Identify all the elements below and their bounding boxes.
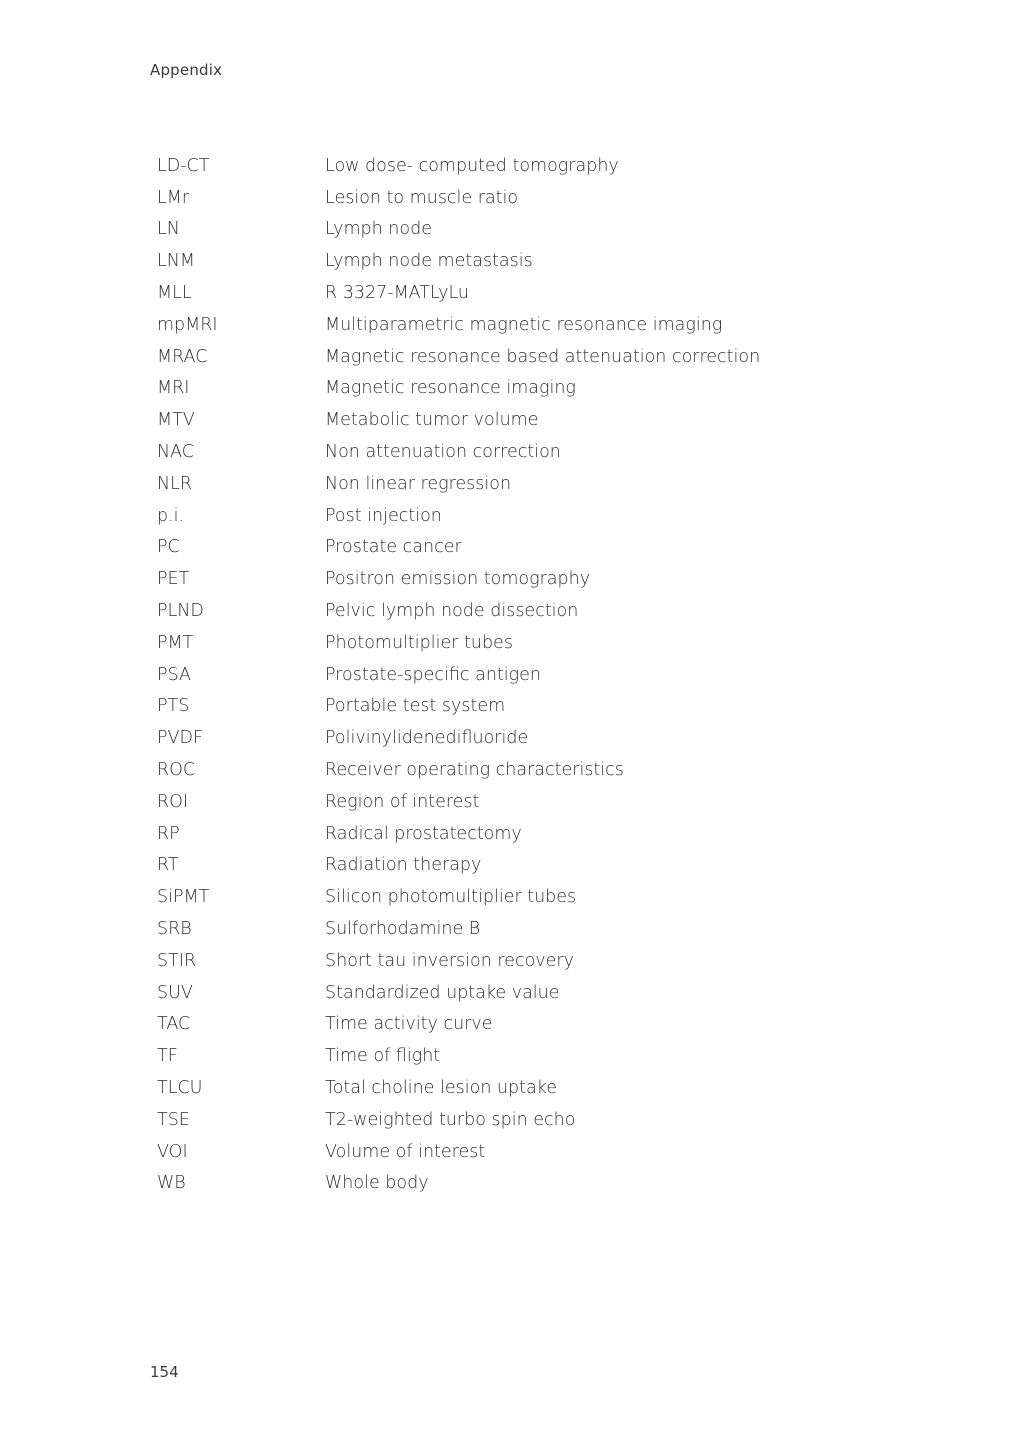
- abbreviation-term: PC: [157, 537, 180, 558]
- abbreviation-row: [157, 1009, 857, 1041]
- abbreviation-definition: Non linear regression: [325, 473, 512, 494]
- abbreviation-term: WB: [157, 1173, 186, 1194]
- abbreviation-row: [157, 595, 857, 627]
- abbreviation-row: [157, 786, 857, 818]
- abbreviation-definition: Receiver operating characteristics: [325, 760, 624, 781]
- abbreviation-row: [157, 945, 857, 977]
- abbreviation-row: [157, 150, 857, 182]
- abbreviation-definition: Total choline lesion uptake: [325, 1078, 558, 1098]
- abbreviation-term: NAC: [157, 442, 194, 463]
- abbreviation-row: [157, 818, 857, 850]
- abbreviation-definition: Magnetic resonance based attenuation correction: [325, 346, 761, 367]
- abbreviation-term: PLND: [157, 601, 204, 622]
- abbreviation-term: RT: [157, 855, 179, 876]
- abbreviation-term: PSA: [157, 664, 191, 685]
- abbreviation-row: [157, 1136, 857, 1168]
- abbreviation-row: [157, 373, 857, 405]
- abbreviation-definition: Lymph node metastasis: [325, 251, 533, 272]
- abbreviation-row: [157, 1104, 857, 1136]
- abbreviation-term: SRB: [157, 919, 192, 940]
- abbreviation-term: LNM: [157, 251, 195, 272]
- abbreviation-term: STIR: [157, 950, 197, 971]
- abbreviation-definition: Volume of interest: [325, 1141, 486, 1162]
- abbreviation-definition: Non attenuation correction: [325, 442, 561, 463]
- abbreviation-definition: Metabolic tumor volume: [325, 410, 539, 431]
- abbreviation-definition: R 3327-MATLyLu: [325, 283, 470, 304]
- abbreviation-term: TF: [157, 1046, 178, 1067]
- abbreviation-term: TLCU: [157, 1078, 203, 1098]
- abbreviation-term: ROC: [157, 760, 196, 781]
- abbreviation-row: [157, 214, 857, 246]
- abbreviation-term: PTS: [157, 696, 190, 717]
- abbreviation-row: [157, 850, 857, 882]
- abbreviation-definition: Portable test system: [325, 696, 506, 717]
- abbreviation-definition: Short tau inversion recovery: [325, 950, 574, 971]
- abbreviation-list: [157, 150, 857, 1199]
- abbreviation-definition: Lesion to muscle ratio: [325, 187, 519, 208]
- abbreviation-term: MRAC: [157, 346, 208, 367]
- abbreviation-row: [157, 245, 857, 277]
- abbreviation-term: mpMRI: [157, 314, 218, 335]
- abbreviation-row: [157, 722, 857, 754]
- abbreviation-term: SiPMT: [157, 887, 210, 908]
- abbreviation-term: RP: [157, 823, 180, 844]
- abbreviation-row: [157, 436, 857, 468]
- abbreviation-row: [157, 277, 857, 309]
- abbreviation-row: [157, 468, 857, 500]
- abbreviation-row: [157, 754, 857, 786]
- abbreviation-term: TSE: [157, 1109, 190, 1130]
- abbreviation-row: [157, 532, 857, 564]
- abbreviation-row: [157, 309, 857, 341]
- abbreviation-definition: Silicon photomultiplier tubes: [325, 887, 577, 908]
- page-number: 154: [150, 1363, 179, 1381]
- abbreviation-definition: T2-weighted turbo spin echo: [325, 1109, 576, 1130]
- abbreviation-row: [157, 627, 857, 659]
- abbreviation-definition: Time of flight: [325, 1046, 441, 1067]
- abbreviation-definition: Sulforhodamine B: [325, 919, 481, 940]
- abbreviation-term: LD-CT: [157, 155, 210, 176]
- abbreviation-row: [157, 881, 857, 913]
- abbreviation-definition: Multiparametric magnetic resonance imaging: [325, 314, 723, 335]
- abbreviation-term: MTV: [157, 410, 195, 431]
- abbreviation-row: [157, 913, 857, 945]
- abbreviation-definition: Region of interest: [325, 791, 480, 812]
- abbreviation-term: ROI: [157, 791, 189, 812]
- abbreviation-definition: Standardized uptake value: [325, 982, 560, 1003]
- abbreviation-row: [157, 500, 857, 532]
- abbreviation-term: MRI: [157, 378, 190, 399]
- abbreviation-definition: Time activity curve: [325, 1014, 493, 1035]
- running-header: Appendix: [150, 61, 223, 79]
- abbreviation-row: [157, 404, 857, 436]
- abbreviation-definition: Low dose- computed tomography: [325, 155, 619, 176]
- abbreviation-definition: Photomultiplier tubes: [325, 632, 513, 653]
- abbreviation-row: [157, 691, 857, 723]
- abbreviation-row: [157, 341, 857, 373]
- abbreviation-definition: Post injection: [325, 505, 442, 526]
- abbreviation-term: PET: [157, 569, 190, 590]
- abbreviation-definition: Polivinylidenedifluoride: [325, 728, 529, 749]
- abbreviation-term: NLR: [157, 473, 192, 494]
- abbreviation-term: PVDF: [157, 728, 204, 749]
- abbreviation-row: [157, 977, 857, 1009]
- abbreviation-row: [157, 1168, 857, 1200]
- abbreviation-definition: Pelvic lymph node dissection: [325, 601, 579, 622]
- abbreviation-row: [157, 1040, 857, 1072]
- abbreviation-definition: Radical prostatectomy: [325, 823, 522, 844]
- abbreviation-definition: Prostate cancer: [325, 537, 462, 558]
- abbreviation-term: VOI: [157, 1141, 188, 1162]
- abbreviation-definition: Positron emission tomography: [325, 569, 591, 590]
- abbreviation-definition: Lymph node: [325, 219, 432, 240]
- abbreviation-definition: Magnetic resonance imaging: [325, 378, 576, 399]
- abbreviation-row: [157, 563, 857, 595]
- abbreviation-term: PMT: [157, 632, 194, 653]
- abbreviation-row: [157, 659, 857, 691]
- abbreviation-definition: Radiation therapy: [325, 855, 482, 876]
- abbreviation-definition: Whole body: [325, 1173, 429, 1194]
- abbreviation-row: [157, 1072, 857, 1104]
- abbreviation-row: [157, 182, 857, 214]
- abbreviation-definition: Prostate-specific antigen: [325, 664, 541, 685]
- abbreviation-term: TAC: [157, 1014, 191, 1035]
- abbreviation-term: p.i.: [157, 505, 185, 526]
- abbreviation-term: SUV: [157, 982, 193, 1003]
- abbreviation-term: LN: [157, 219, 180, 240]
- abbreviation-term: MLL: [157, 283, 192, 304]
- abbreviation-term: LMr: [157, 187, 190, 208]
